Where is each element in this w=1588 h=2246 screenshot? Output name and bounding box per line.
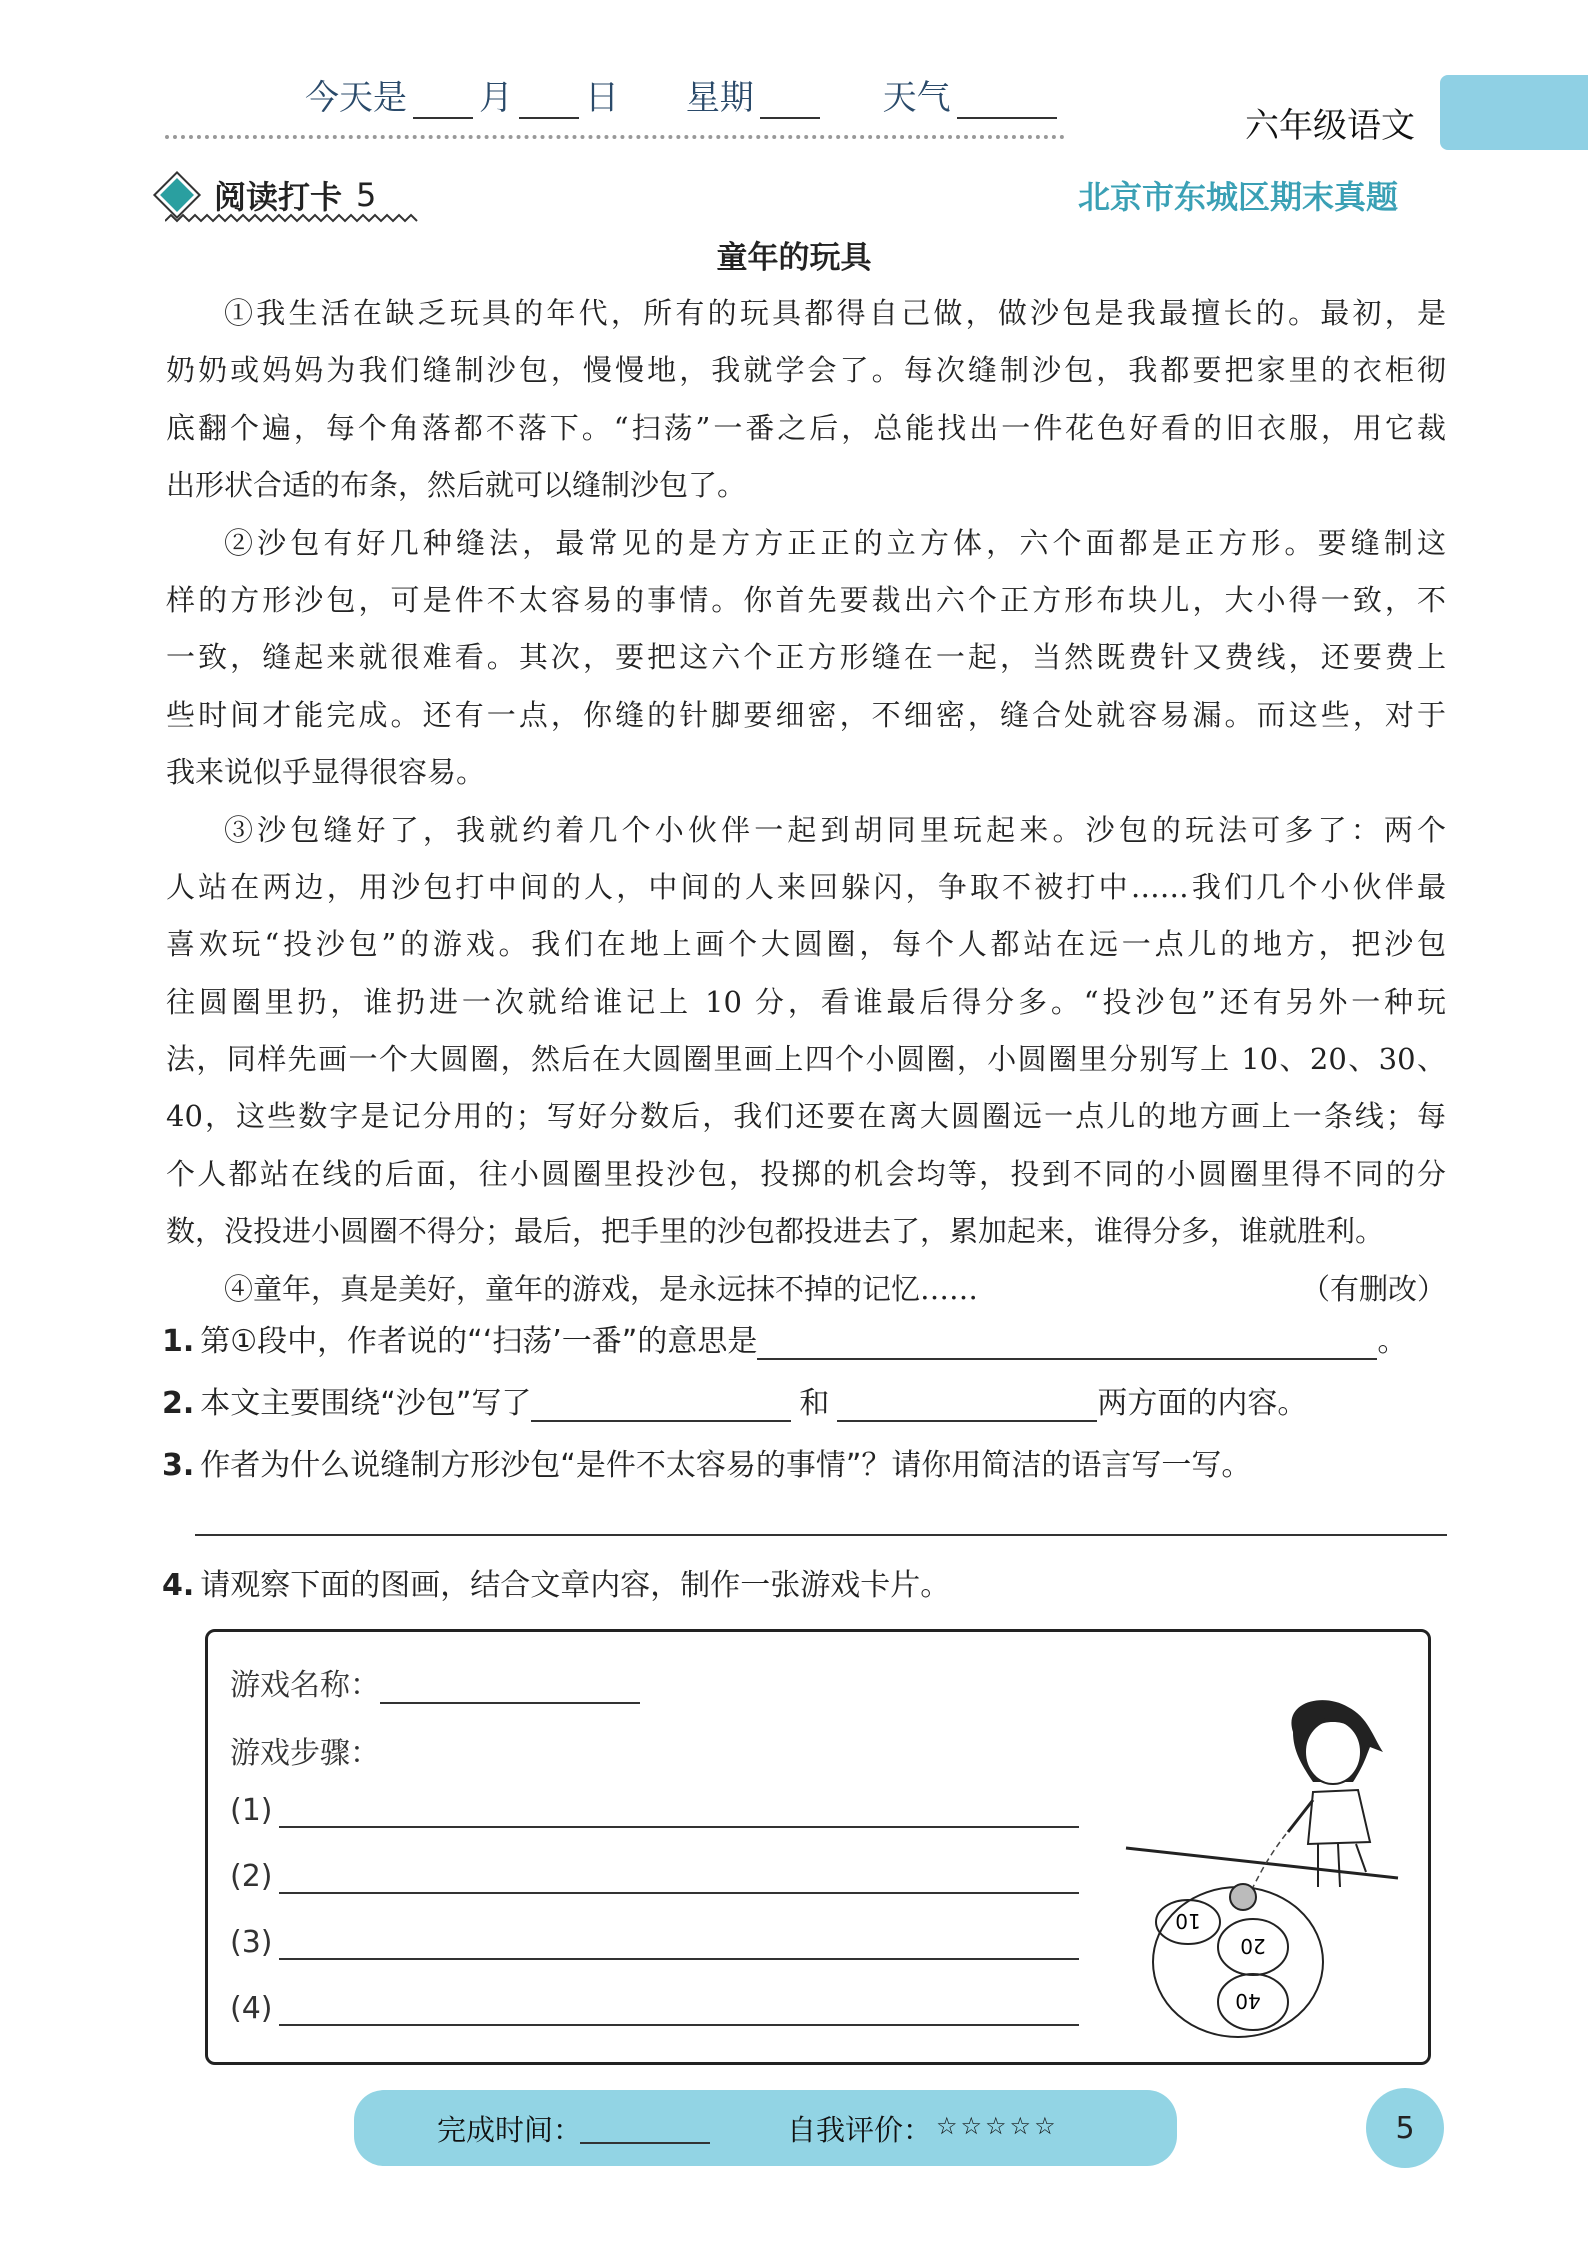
article-line: 往圆圈里扔，谁扔进一次就给谁记上 10 分，看谁最后得分多。“投沙包”还有另外一种玩 bbox=[166, 984, 1446, 1019]
question-1 bbox=[162, 1316, 1407, 1360]
day-label: 日 bbox=[585, 78, 619, 118]
month-label: 月 bbox=[479, 78, 513, 118]
month-blank[interactable] bbox=[413, 81, 473, 119]
step-number: (2) bbox=[230, 1859, 273, 1894]
weekday-label: 星期 bbox=[685, 78, 754, 118]
article-line: 奶奶或妈妈为我们缝制沙包，慢慢地，我就学会了。每次缝制沙包，我都要把家里的衣柜彻 bbox=[166, 353, 1446, 388]
footer-bar bbox=[354, 2090, 1177, 2166]
step-number: (3) bbox=[230, 1925, 273, 1960]
source-label: 北京市东城区期末真题 bbox=[1078, 178, 1399, 216]
answer-blank[interactable] bbox=[531, 1386, 791, 1422]
girl-throwing-sandbag-illustration bbox=[1108, 1682, 1408, 2042]
article-line: ①我生活在缺乏玩具的年代，所有的玩具都得自己做，做沙包是我最擅长的。最初，是 bbox=[224, 296, 1446, 330]
grade-label: 六年级语文 bbox=[1245, 106, 1415, 146]
answer-blank[interactable] bbox=[757, 1324, 1377, 1360]
step-number: (4) bbox=[230, 1991, 273, 2026]
step-row bbox=[230, 1792, 1079, 1828]
day-blank[interactable] bbox=[519, 81, 579, 119]
answer-blank[interactable] bbox=[837, 1386, 1097, 1422]
article-line: 我来说似乎显得很容易。 bbox=[166, 755, 486, 790]
date-label: 今天是 bbox=[305, 78, 407, 118]
circle-number: 20 bbox=[1240, 1934, 1266, 1958]
question-end: 两方面的内容。 bbox=[1097, 1386, 1308, 1421]
article-line: 些时间才能完成。还有一点，你缝的针脚要细密，不细密，缝合处就容易漏。而这些，对于 bbox=[166, 697, 1446, 732]
circle-number: 40 bbox=[1235, 1989, 1261, 2013]
game-steps-label: 游戏步骤： bbox=[230, 1736, 380, 1771]
question-mid: 和 bbox=[799, 1386, 830, 1421]
game-name-label: 游戏名称： bbox=[230, 1668, 380, 1703]
article-line: ②沙包有好几种缝法，最常见的是方方正正的立方体，六个面都是正方形。要缝制这 bbox=[224, 525, 1446, 560]
question-end: 。 bbox=[1377, 1324, 1408, 1359]
article-line: 一致，缝起来就很难看。其次，要把这六个正方形缝在一起，当然既费针又费线，还要费上 bbox=[166, 640, 1446, 675]
article-line: 40，这些数字是记分用的；写好分数后，我们还要在离大圆圈远一点儿的地方画上一条线；每 bbox=[166, 1099, 1446, 1134]
completion-time-blank[interactable] bbox=[580, 2108, 710, 2144]
article-line-text: ④童年，真是美好，童年的游戏，是永远抹不掉的记忆…… bbox=[224, 1271, 979, 1306]
step-number: (1) bbox=[230, 1793, 273, 1828]
question-text: 本文主要围绕“沙包”写了 bbox=[200, 1386, 532, 1421]
question-text: 请观察下面的图画，结合文章内容，制作一张游戏卡片。 bbox=[200, 1568, 951, 1603]
step-row bbox=[230, 1924, 1079, 1960]
article-title: 童年的玩具 bbox=[716, 240, 872, 276]
section-label: 阅读打卡 bbox=[214, 178, 343, 216]
step-blank[interactable] bbox=[279, 1924, 1079, 1960]
diamond-icon bbox=[156, 174, 198, 216]
section-heading bbox=[162, 172, 376, 218]
step-row bbox=[230, 1858, 1079, 1894]
wavy-underline bbox=[165, 213, 420, 223]
self-rating-label: 自我评价： bbox=[787, 2113, 933, 2147]
question-number: 2. bbox=[162, 1386, 195, 1421]
step-blank[interactable] bbox=[279, 1990, 1079, 2026]
game-card bbox=[205, 1629, 1431, 2065]
article-line bbox=[166, 1261, 1446, 1318]
section-number: 5 bbox=[356, 176, 377, 214]
article-line: 数，没投进小圆圈不得分；最后，把手里的沙包都投进去了，累加起来，谁得分多，谁就胜利。 bbox=[166, 1214, 1385, 1249]
article-line: 底翻个遍，每个角落都不落下。“扫荡”一番之后，总能找出一件花色好看的旧衣服，用它裁 bbox=[166, 410, 1446, 445]
step-blank[interactable] bbox=[279, 1792, 1079, 1828]
weather-blank[interactable] bbox=[957, 81, 1057, 119]
weekday-blank[interactable] bbox=[760, 81, 820, 119]
step-row bbox=[230, 1990, 1079, 2026]
date-line bbox=[305, 70, 1063, 119]
page-number: 5 bbox=[1366, 2088, 1444, 2168]
completion-time-label: 完成时间： bbox=[437, 2113, 583, 2147]
corner-tab bbox=[1440, 75, 1588, 150]
article-line: 样的方形沙包，可是件不太容易的事情。你首先要裁出六个正方形布块儿，大小得一致，不 bbox=[166, 582, 1446, 617]
article-line: 喜欢玩“投沙包”的游戏。我们在地上画个大圆圈，每个人都站在远一点儿的地方，把沙包 bbox=[166, 927, 1446, 962]
edit-note: （有删改） bbox=[1300, 1271, 1446, 1306]
question-number: 1. bbox=[162, 1324, 195, 1359]
answer-line[interactable] bbox=[195, 1534, 1447, 1536]
circle-number: 10 bbox=[1175, 1909, 1201, 1933]
question-4 bbox=[162, 1560, 950, 1604]
question-text: 第①段中，作者说的“‘扫荡’一番”的意思是 bbox=[200, 1324, 758, 1359]
question-2 bbox=[162, 1378, 1307, 1422]
question-text: 作者为什么说缝制方形沙包“是件不太容易的事情”？请你用简洁的语言写一写。 bbox=[200, 1448, 1252, 1483]
weather-label: 天气 bbox=[882, 78, 951, 118]
article-line: 法，同样先画一个大圆圈，然后在大圆圈里画上四个小圆圈，小圆圈里分别写上 10、20、30、 bbox=[166, 1042, 1446, 1077]
game-name-blank[interactable] bbox=[380, 1668, 640, 1704]
step-blank[interactable] bbox=[279, 1858, 1079, 1894]
article-line: 出形状合适的布条，然后就可以缝制沙包了。 bbox=[166, 468, 747, 503]
article-body bbox=[166, 285, 1446, 1318]
article-line: 人站在两边，用沙包打中间的人，中间的人来回躲闪，争取不被打中……我们几个小伙伴最 bbox=[166, 869, 1446, 904]
question-number: 4. bbox=[162, 1568, 195, 1603]
star-rating[interactable]: ☆☆☆☆☆ bbox=[936, 2112, 1059, 2140]
article-line: ③沙包缝好了，我就约着几个小伙伴一起到胡同里玩起来。沙包的玩法可多了：两个 bbox=[224, 812, 1446, 847]
question-number: 3. bbox=[162, 1448, 195, 1483]
dotted-divider bbox=[165, 135, 1065, 139]
question-3 bbox=[162, 1440, 1251, 1484]
article-line: 个人都站在线的后面，往小圆圈里投沙包，投掷的机会均等，投到不同的小圆圈里得不同的分 bbox=[166, 1156, 1446, 1191]
game-name-row bbox=[230, 1660, 640, 1704]
